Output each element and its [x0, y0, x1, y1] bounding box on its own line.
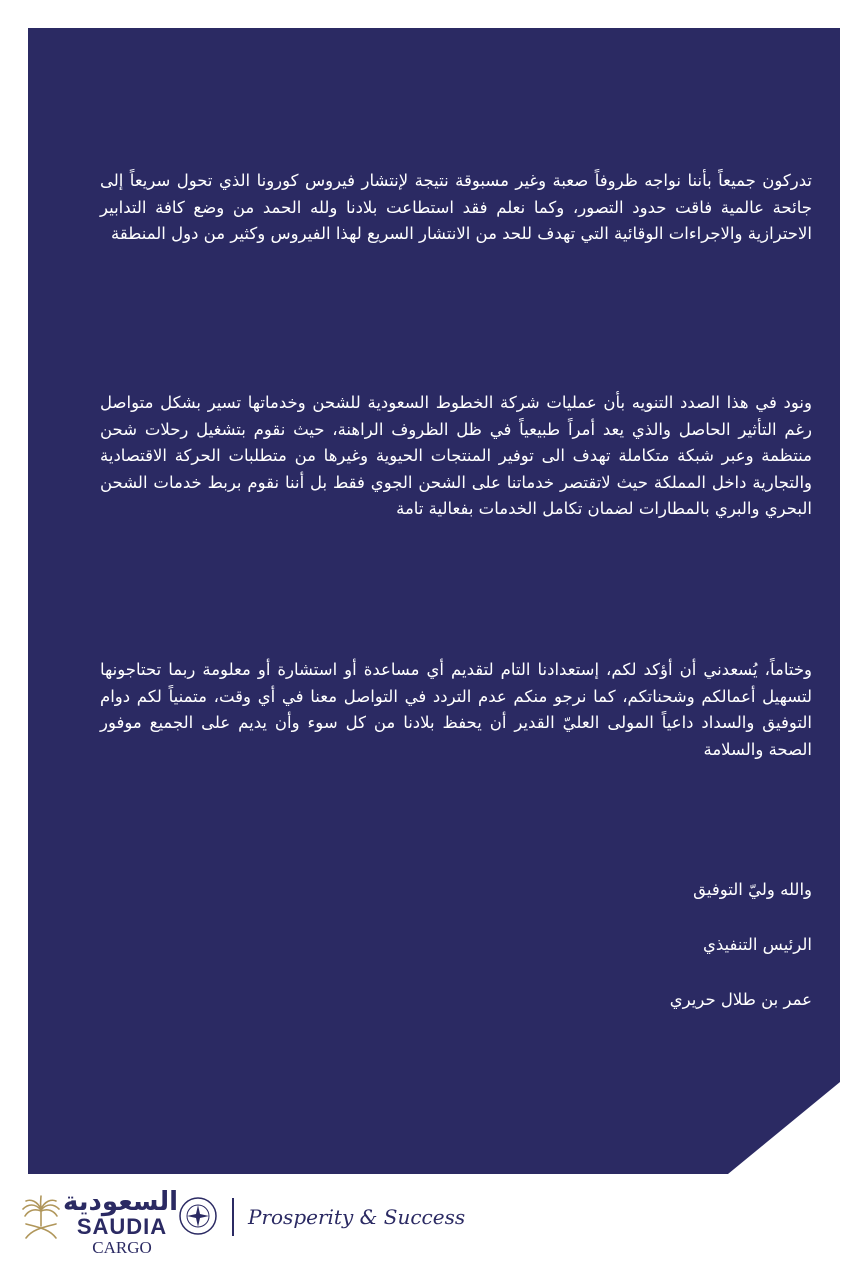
signer-name: عمر بن طلال حريري — [669, 990, 812, 1009]
letter-paragraph-1: تدركون جميعاً بأننا نواجه ظروفاً صعبة وغير مسبوقة نتيجة لإنتشار فيروس كورونا الذي تحول سريعاً إلى جائحة عالمية فاقت حدود التصور، وكما نعلم فقد استطاعت بلادنا ولله الحمد من وضع كافة التدابير الاحترازية والاجراءات الوقائية التي تهدف للحد من الانتشار السريع لهذا الفيروس وكثير من دول المنطقة — [100, 171, 812, 243]
brand-english: SAUDIA — [76, 1214, 168, 1239]
tagline: Prosperity & Success — [248, 1205, 466, 1229]
skyteam-cargo-icon — [176, 1194, 220, 1238]
letter-paragraph-2: ونود في هذا الصدد التنويه بأن عمليات شركة الخطوط السعودية للشحن وخدماتها تسير بشكل متواصل رغم التأثير الحاصل والذي يعد أمراً طبيعياً في ظل الظروف الراهنة، حيث نقوم بتشغيل رحلات شحن منتظمة وعبر شبكة متكاملة تهدف الى توفير المنتجات الحيوية وغيرها من متطلبات الحركة الاقتصادية والتجارية داخل المملكة حيث لاتقتصر خدماتنا على الشحن الجوي فقط بل أننا نقوم بربط خدمات الشحن البحري والبري بالمطارات لضمان تكامل الخدمات بفعالية تامة — [100, 393, 812, 518]
brand-cargo: CARGO — [92, 1238, 152, 1257]
letter-paragraph-3: وختاماً، يُسعدني أن أؤكد لكم، إستعدادنا التام لتقديم أي مساعدة أو استشارة أو معلومة ربما تحتاجونها لتسهيل أعمالكم وشحناتكم، كما نرجو منكم عدم التردد في التواصل معنا في أي وقت، متمنياً لكم دوام التوفيق والسداد داعياً المولى العليّ القدير أن يحفظ بلادنا من كل سوء وأن يديم على الجميع موفور الصحة والسلامة — [100, 660, 812, 759]
brand-arabic: السعودية — [63, 1187, 178, 1217]
footer-divider — [232, 1198, 234, 1236]
signer-title: الرئيس التنفيذي — [702, 935, 812, 954]
palm-swords-emblem-icon — [20, 1194, 62, 1242]
closing-line: والله وليّ التوفيق — [693, 880, 812, 899]
footer-branding — [0, 1180, 868, 1280]
